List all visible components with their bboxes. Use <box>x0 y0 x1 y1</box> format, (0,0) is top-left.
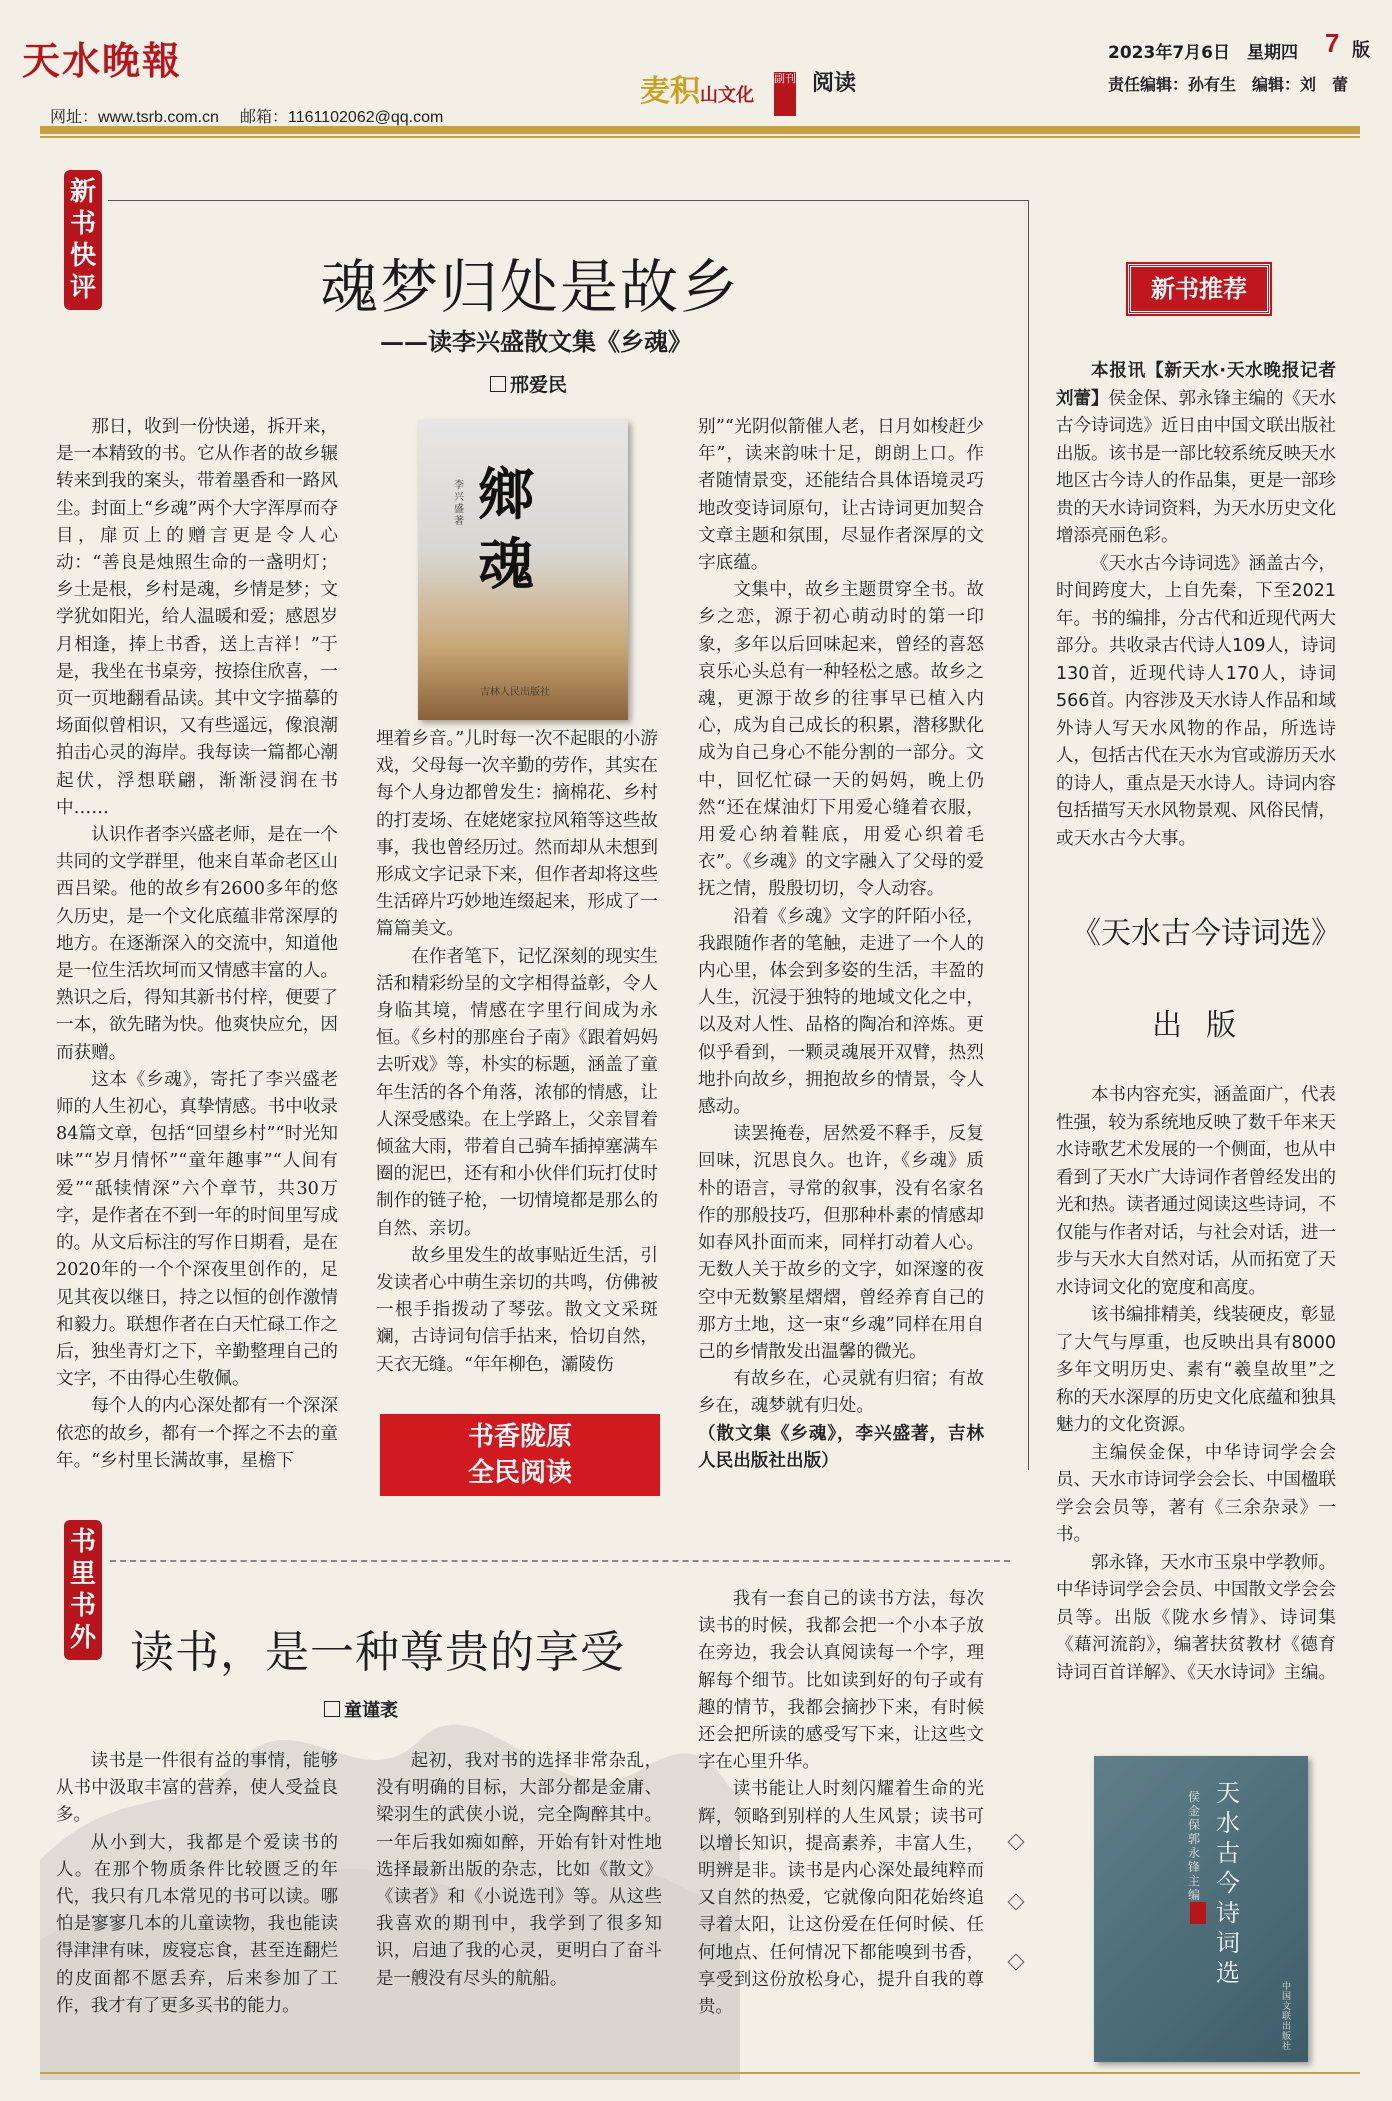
article-frame-right <box>1028 200 1029 1470</box>
book-cover-author: 李兴盛 著 <box>454 480 474 527</box>
editor-credits: 责任编辑：孙有生 编辑：刘 蕾 <box>1108 75 1349 94</box>
tag-char: 书 <box>69 1527 96 1557</box>
paragraph: 那日，收到一份快递，拆开来，是一本精致的书。它从作者的故乡辗转来到我的案头，带着墨香和一路风尘。封面上“乡魂”两个大字浑厚而夺目，扉页上的赠言更是令人心动：“善良是烛照生命的一盏明灯；乡土是根，乡村是魂，乡情是梦；文学犹如阳光，给人温暖和爱；感恩岁月相逢，捧上书香，送上吉祥！”于是，我坐在书桌旁，按捺住欣喜，一页一页地翻看品读。其中文字描摹的场面似曾相识，又有些遥远，像浪潮拍击心灵的海岸。我每读一篇都心潮起伏，浮想联翩，渐渐浸润在书中…… <box>56 417 338 818</box>
poetry-cover-publisher: 中国文联出版社 <box>1282 1982 1292 2052</box>
paragraph: 读书能让人时刻闪耀着生命的光辉，领略到别样的人生风景；读书可以增长知识，提高素养，丰富人生，明辨是非。读书是内心深处最纯粹而又自然的热爱，它就像向阳花始终追寻着太阳，让这份爱在任何时候、任何地点、任何情况下都能嗅到书香，享受到这份放松身心，提升自我的尊贵。 <box>698 1779 984 2018</box>
section-logo-main: 麦积 <box>640 74 700 109</box>
paragraph: 认识作者李兴盛老师，是在一个共同的文学群里，他来自革命老区山西吕梁。他的故乡有2600多年的悠久历史，是一个文化底蕴非常深厚的地方。在逐渐深入的交流中，知道他是一位生活坎坷而又情感丰富的人。熟识之后，得知其新书付梓，便要了一本，欲先睹为快。他爽快应允，因而获赠。 <box>56 825 338 1063</box>
paragraph: 起初，我对书的选择非常杂乱，没有明确的目标，大部分都是金庸、梁羽生的武侠小说，完全陶醉其中。一年后我如痴如醉，开始有针对性地选择最新出版的杂志，比如《散文》《读者》和《小说选刊》等。从这些我喜欢的期刊中，我学到了很多知识，启迪了我的心灵，更明白了奋斗是一艘没有尽头的航船。 <box>376 1751 662 1989</box>
article-title: 魂梦归处是故乡 <box>320 253 741 321</box>
email-line: 邮箱：1161102062@qq.com <box>240 109 444 126</box>
section-logo <box>640 66 754 110</box>
article1-column-2 <box>376 726 658 1379</box>
tag-char: 快 <box>69 241 96 271</box>
article1-column-3 <box>698 414 984 1475</box>
tag-inside-outside-books <box>64 1520 102 1660</box>
diamond-ornament-icon <box>1008 1894 1025 1911</box>
promo-line-2: 全民阅读 <box>467 1458 572 1488</box>
seal-icon <box>1190 1902 1206 1924</box>
section-seal: 副刊 <box>774 72 796 116</box>
article2-author: 童谨袤 <box>324 1696 398 1722</box>
poetry-cover-editors: 侯金保 郭永锋 主编 <box>1188 1790 1213 1902</box>
paragraph: 本书内容充实，涵盖面广，代表性强，较为系统地反映了数千年来天水诗歌艺术发展的一个侧面，也从中看到了天水广大诗词作者曾经发出的光和热。读者通过阅读这些诗词，不仅能与作者对话，与社会对话，进一步与天水大自然对话，从而拓宽了天水诗词文化的宽度和高度。 <box>1056 1085 1336 1298</box>
right-news-column-2 <box>1056 1082 1336 1687</box>
paragraph: 《天水古今诗词选》涵盖古今，时间跨度大，上自先秦，下至2021年。书的编排，分古代和近现代两大部分。共收录古代诗人109人，诗词130首，近现代诗人170人，诗词566首。内容涉及天水诗人作品和域外诗人写天水风物的作品，所选诗人，包括古代在天水为官或游历天水的诗人，重点是天水诗人。诗词内容包括描写天水风物景观、风俗民情，或天水古今大事。 <box>1056 553 1336 849</box>
footer-rule <box>40 2072 1360 2074</box>
paragraph: 故乡里发生的故事贴近生活，引发读者心中萌生亲切的共鸣，仿佛被一根手指拨动了琴弦。散文文采斑斓，古诗词句信手拈来，恰切自然，天衣无缝。“年年柳色，灞陵伤 <box>376 1245 658 1375</box>
paragraph: 读罢掩卷，居然爱不释手，反复回味，沉思良久。也许，《乡魂》质朴的语言，寻常的叙事，没有名家名作的那般技巧，但那种朴素的情感却如春风扑面而来，同样打动着人心。无数人关于故乡的文字，如深邃的夜空中无数繁星熠熠，曾经养育自己的那方土地，这一束“乡魂”同样在用自己的乡情散发出温馨的微光。 <box>698 1124 984 1362</box>
book-cover-title: 鄉魂 <box>478 462 534 598</box>
diamond-ornament-icon <box>1008 1954 1025 1971</box>
paragraph: 我有一套自己的读书方法，每次读书的时候，我都会把一个小本子放在旁边，我会认真阅读每一个字，理解每个细节。比如读到好的句子或有趣的情节，我都会摘抄下来，有时候还会把所读的感受写下来，让这些文字在心里升华。 <box>698 1589 984 1773</box>
section-divider <box>110 1560 1010 1562</box>
newspaper-logo: 天水晚報 <box>22 38 183 83</box>
header-rule <box>40 126 1360 134</box>
article-subtitle: ——读李兴盛散文集《乡魂》 <box>380 327 692 356</box>
section-name: 阅读 <box>812 70 857 96</box>
tag-char: 书 <box>69 209 96 239</box>
tag-new-book-recommend: 新书推荐 <box>1128 264 1270 314</box>
paragraph: 在作者笔下，记忆深刻的现实生活和精彩纷呈的文字相得益彰，令人身临其境，情感在字里行间成为永恒。《乡村的那座台子南》《跟着妈妈去听戏》等，朴实的标题，涵盖了童年生活的各个角落，浓郁的情感，让人深受感染。在上学路上，父亲冒着倾盆大雨，带着自己骑车插掉塞满车圈的泥巴，还有和小伙伴们玩打仗时制作的链子枪，一切情境都是那么的自然、亲切。 <box>376 946 658 1239</box>
paragraph: 埋着乡音。”儿时每一次不起眼的小游戏，父母每一次辛勤的劳作，其实在每个人身边都曾发生：摘棉花、乡村的打麦场、在姥姥家拉风箱等这些故事，我也曾经历过。然而却从未想到形成文字记录下来，但作者却将这些生活碎片巧妙地连缀起来，形成了一篇篇美文。 <box>376 729 658 940</box>
book-cover-poetry <box>1094 1756 1308 2062</box>
book-info: （散文集《乡魂》，李兴盛著，吉林人民出版社出版） <box>698 1423 984 1471</box>
article-frame-top <box>108 200 1028 201</box>
news-headline-line-1: 《天水古今诗词选》 <box>1071 916 1341 951</box>
page-number: 7 <box>1325 28 1340 58</box>
promo-line-1: 书香陇原 <box>467 1422 572 1452</box>
tag-char: 外 <box>69 1623 96 1653</box>
header-rule-thin <box>40 136 1360 138</box>
article2-column-2 <box>376 1748 662 1993</box>
paragraph: 郭永锋，天水市玉泉中学教师。中华诗词学会会员、中国散文学会会员等。出版《陇水乡情》、诗词集《藉河流韵》，编著扶贫教材《德育诗词百首详解》、《天水诗词》主编。 <box>1056 1552 1336 1683</box>
tag-char: 书 <box>69 1591 96 1621</box>
issue-date: 2023年7月6日 星期四 <box>1108 43 1298 63</box>
diamond-ornament-icon <box>1008 1834 1025 1851</box>
article1-column-1 <box>56 414 338 1475</box>
paragraph: 别”“光阴似箭催人老，日月如梭赶少年”，读来韵味十足，朗朗上口。作者随情景变，还能结合具体语境灵巧地改变诗词原句，让古诗词更加契合文章主题和氛围，尽显作者深厚的文字底蕴。 <box>698 417 984 574</box>
promo-reading-box <box>380 1414 660 1496</box>
news-lead-text: 侯金保、郭永锋主编的《天水古今诗词选》近日由中国文联出版社出版。该书是一部比较系统反映天水地区古今诗人的作品集，更是一部珍贵的天水诗词资料，为天水历史文化增添亮丽色彩。 <box>1056 388 1336 546</box>
page-unit: 版 <box>1352 40 1370 61</box>
paragraph: 该书编排精美，线装硬皮，彰显了大气与厚重，也反映出具有8000多年文明历史、素有“羲皇故里”之称的天水深厚的历史文化底蕴和独具魅力的文化资源。 <box>1056 1305 1336 1435</box>
book-cover-xianghun <box>418 420 628 720</box>
website-line: 网址：www.tsrb.com.cn <box>50 109 219 126</box>
right-news-column <box>1056 358 1336 853</box>
paragraph: 从小到大，我都是个爱读书的人。在那个物质条件比较匮乏的年代，我只有几本常见的书可以读。哪怕是寥寥几本的儿童读物，我也能读得津津有味，废寝忘食，甚至连翻烂的皮面都不愿丢弃，后来参加了工作，我才有了更多买书的能力。 <box>56 1832 338 2016</box>
paragraph: 每个人的内心深处都有一个深深依恋的故乡，都有一个挥之不去的童年。“乡村里长满故事，星檐下 <box>56 1396 338 1471</box>
article2-column-3 <box>698 1586 984 2021</box>
book-cover-publisher: 吉林人民出版社 <box>480 687 550 698</box>
poetry-cover-title: 天水古今诗词选 <box>1216 1779 1240 1987</box>
section-logo-sub: 山文化 <box>700 85 754 106</box>
tag-char: 里 <box>69 1559 96 1589</box>
article-author: 邢爱民 <box>490 370 567 397</box>
news-headline-line-2: 出版 <box>1152 1008 1260 1043</box>
paragraph: 文集中，故乡主题贯穿全书。故乡之恋，源于初心萌动时的第一印象，多年以后回味起来，曾经的喜怒哀乐心头总有一种轻松之感。故乡之魂，更源于故乡的往事早已植入内心，成为自己成长的积累，潜移默化成为自己身心不能分割的一部分。文中，回忆忙碌一天的妈妈，晚上仍然“还在煤油灯下用爱心缝着衣服，用爱心纳着鞋底，用爱心织着毛衣”。《乡魂》的文字融入了父母的爱抚之情，殷殷切切，令人动容。 <box>698 580 984 900</box>
tag-new-book-review <box>64 170 102 310</box>
news-lead-dateline: 本报讯【新天水·天水晚报记者刘蕾】 <box>1056 361 1336 409</box>
article2-title: 读书，是一种尊贵的享受 <box>130 1627 625 1678</box>
paragraph: 这本《乡魂》，寄托了李兴盛老师的人生初心，真挚情感。书中收录84篇文章，包括“回望乡村”“时光知味”“岁月情怀”“童年趣事”“人间有爱”“舐犊情深”六个章节，共30万字，是作者在不到一年的时间里写成的。从文后标注的写作日期看，是在2020年的一个个深夜里创作的，足见其夜以继日，持之以恒的创作激情和毅力。联想作者在白天忙碌工作之后，独坐青灯之下，辛勤整理自己的文字，不由得心生敬佩。 <box>56 1069 338 1390</box>
paragraph: 有故乡在，心灵就有归宿；有故乡在，魂梦就有归处。 <box>698 1369 984 1417</box>
article2-column-1 <box>56 1748 338 2020</box>
tag-char: 评 <box>69 273 96 303</box>
paragraph: 沿着《乡魂》文字的阡陌小径，我跟随作者的笔触，走进了一个人的内心里，体会到多姿的生活，丰盈的人生，沉浸于独特的地域文化之中，以及对人性、品格的陶冶和淬炼。更似乎看到，一颗灵魂展开双臂，热烈地扑向故乡，拥抱故乡的情景，令人感动。 <box>698 906 984 1118</box>
paragraph: 主编侯金保，中华诗词学会会员、天水市诗词学会会长、中国楹联学会会员等，著有《三余杂录》一书。 <box>1056 1442 1336 1545</box>
paragraph: 读书是一件很有益的事情，能够从书中汲取丰富的营养，使人受益良多。 <box>56 1751 338 1826</box>
tag-char: 新 <box>69 177 96 207</box>
